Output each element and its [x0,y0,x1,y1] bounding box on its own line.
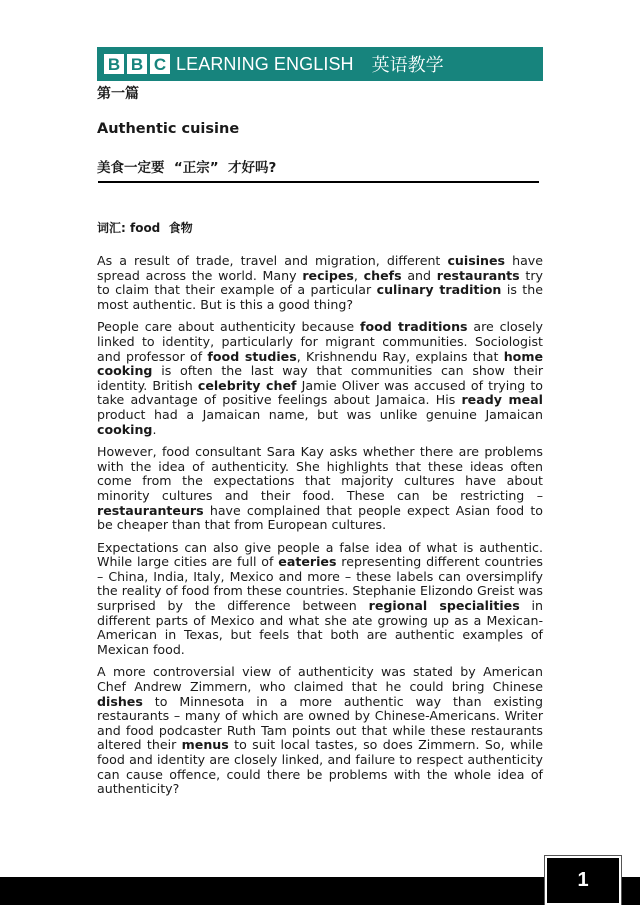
title-divider [98,181,539,183]
vocabulary-term: restaurants [436,267,520,283]
paragraph [97,445,543,533]
paragraph-text: to Minnesota in a more authentic way than existing restaurants – many of which are owned by Chinese-Americans. Writer and food podcaster Ruth Tam points out that while these restaurants altered their [97,693,543,753]
paragraph [97,541,543,658]
vocabulary-term: chefs [363,267,402,283]
paragraph [97,665,543,796]
vocabulary-term: ready meal [461,392,543,408]
vocabulary-label: 词汇: food 食物 [97,221,193,235]
bbc-logo-letter: C [150,54,170,74]
vocabulary-term: recipes [302,267,354,283]
vocabulary-term: menus [181,737,229,753]
paragraph-text: A more controversial view of authenticity was stated by American Chef Andrew Zimmern, who claimed that he could bring Chinese [97,664,543,695]
vocabulary-term: celebrity chef [197,377,297,393]
section-label: 第一篇 [97,86,139,102]
article-body [97,254,543,805]
paragraph-text: is often the last way that communities can show their identity. British [97,363,543,393]
vocabulary-term: food traditions [360,319,468,335]
paragraph [97,320,543,437]
paragraph-text: , Krishnendu Ray, explains that [296,348,504,364]
page-number: 1 [545,856,621,905]
paragraph-text: People care about authenticity because [97,319,360,335]
paragraph-text: are closely linked to identity, particularly for migrant communities. Sociologist and professor of [97,319,544,364]
vocabulary-term: dishes [97,693,143,709]
paragraph-text: in different parts of Mexico and what she ate growing up as a Mexican-American in Texas, but feels that both are authentic examples of Mexican food. [97,598,544,657]
paragraph-text: Expectations can also give people a false idea of what is authentic. While large cities are full of [97,539,543,570]
paragraph-text: try to claim that their example of a particular [97,267,543,298]
paragraph-text: product had a Jamaican name, but was unlike genuine Jamaican [97,406,543,422]
paragraph-text: , [353,267,364,283]
paragraph-text: As a result of trade, travel and migration, different [97,253,448,268]
footer-bar [0,877,640,905]
banner-title: LEARNING ENGLISH [176,53,354,74]
article-title: Authentic cuisine [97,121,240,137]
paragraph-text: and [401,267,437,283]
vocabulary-term: cooking [97,421,153,437]
bbc-logo [104,54,170,74]
paragraph [97,254,543,312]
banner-title-chinese: 英语教学 [371,55,444,76]
vocabulary-term: home cooking [97,348,543,379]
vocabulary-term: cuisines [447,253,506,268]
paragraph-text: representing different countries – China, India, Italy, Mexico and more – these labels can oversimplify the reality of food from these countries. Stephanie Elizondo Greist was surprised by the difference between [97,554,543,614]
bbc-learning-english-banner [97,47,543,81]
paragraph-text: is the most authentic. But is this a good thing? [97,282,543,312]
paragraph-text: have complained that people expect Asian food to be cheaper than that from European cultures. [97,502,543,533]
article-subtitle: 美食一定要 “正宗” 才好吗? [97,160,277,176]
paragraph-text: . [152,421,157,437]
vocabulary-term: food studies [207,348,297,364]
paragraph-text: However, food consultant Sara Kay asks whether there are problems with the idea of authenticity. She highlights that these ideas often come from the expectations that majority cultures have about minority cultures and their food. These can be restricting – [97,444,543,503]
bbc-logo-letter: B [127,54,147,74]
paragraph-text: have spread across the world. Many [97,253,544,283]
vocabulary-term: regional specialities [368,598,520,614]
vocabulary-term: eateries [278,554,337,570]
bbc-logo-letter: B [104,54,124,74]
paragraph-text: Jamie Oliver was accused of trying to take advantage of positive feelings about Jamaica. His [97,377,544,408]
vocabulary-term: restauranteurs [97,502,204,518]
paragraph-text: to suit local tastes, so does Zimmern. So, while food and identity are closely linked, and failure to respect authenticity can cause offence, could there be problems with the whole idea of authenticity? [97,737,543,797]
vocabulary-term: culinary tradition [376,282,502,298]
